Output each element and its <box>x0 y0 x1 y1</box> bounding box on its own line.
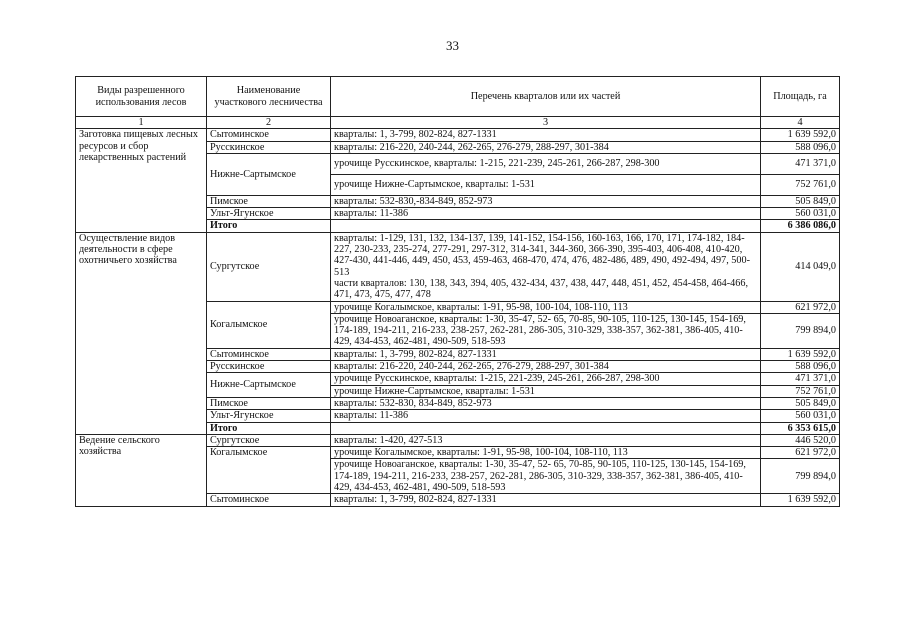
column-number: 3 <box>331 117 761 129</box>
area-cell: 621 972,0 <box>761 301 840 313</box>
column-number: 1 <box>76 117 207 129</box>
area-cell: 560 031,0 <box>761 208 840 220</box>
area-cell: 799 894,0 <box>761 313 840 348</box>
forestry-cell: Ульт-Ягунское <box>207 208 331 220</box>
table-row <box>76 232 840 301</box>
forestry-cell: Сытоминское <box>207 348 331 360</box>
header-row <box>76 77 840 117</box>
quarters-cell: кварталы: 1, 3-799, 802-824, 827-1331 <box>331 494 761 506</box>
total-label: Итого <box>207 220 331 232</box>
area-cell: 752 761,0 <box>761 174 840 195</box>
quarters-cell: кварталы: 11-386 <box>331 410 761 422</box>
quarters-cell: кварталы: 216-220, 240-244, 262-265, 276-279, 288-297, 301-384 <box>331 361 761 373</box>
column-number: 4 <box>761 117 840 129</box>
area-cell: 752 761,0 <box>761 385 840 397</box>
quarters-cell: урочище Нижне-Сартымское, кварталы: 1-531 <box>331 174 761 195</box>
area-cell: 588 096,0 <box>761 361 840 373</box>
quarters-cell: кварталы: 216-220, 240-244, 262-265, 276-279, 288-297, 301-384 <box>331 141 761 153</box>
header-use-type: Виды разрешенного использования лесов <box>76 77 207 117</box>
quarters-cell: кварталы: 1, 3-799, 802-824, 827-1331 <box>331 348 761 360</box>
area-cell: 560 031,0 <box>761 410 840 422</box>
forestry-cell: Сургутское <box>207 434 331 446</box>
area-cell: 621 972,0 <box>761 447 840 459</box>
column-number: 2 <box>207 117 331 129</box>
quarters-cell: кварталы: 11-386 <box>331 208 761 220</box>
quarters-cell: урочище Новоаганское, кварталы: 1-30, 35-47, 52- 65, 70-85, 90-105, 110-125, 130-145, 154-169, 174-189, 194-211, 216-233, 238-257, 262-281, 286-305, 310-329, 338-357, 362-381, 386-405, 410-429, 434-453, 462-481, 490-509, 518-593 <box>331 459 761 494</box>
use-type-cell: Заготовка пищевых лесных ресурсов и сбор лекарственных растений <box>76 129 207 232</box>
area-cell: 799 894,0 <box>761 459 840 494</box>
quarters-cell: урочище Новоаганское, кварталы: 1-30, 35-47, 52- 65, 70-85, 90-105, 110-125, 130-145, 154-169, 174-189, 194-211, 216-233, 238-257, 262-281, 286-305, 310-329, 338-357, 362-381, 386-405, 410-429, 434-453, 462-481, 490-509, 518-593 <box>331 313 761 348</box>
area-cell: 505 849,0 <box>761 195 840 207</box>
quarters-cell: кварталы: 1, 3-799, 802-824, 827-1331 <box>331 129 761 141</box>
quarters-cell: кварталы: 532-830, 834-849, 852-973 <box>331 397 761 409</box>
forestry-cell: Сытоминское <box>207 494 331 506</box>
quarters-text: кварталы: 1-129, 131, 132, 134-137, 139, 141-152, 154-156, 160-163, 166, 170, 171, 174-182, 184-227, 230-233, 235-274, 277-291, 297-312, 314-341, 344-360, 366-390, 395-403, 406-408, 410-420, 427-430, 441-446, 449, 450, 453, 459-463, 468-470, 474, 476, 482-486, 489, 490, 492-494, 497, 500-513 <box>334 232 750 278</box>
header-quarters: Перечень кварталов или их частей <box>331 77 761 117</box>
forestry-cell: Когалымское <box>207 447 331 494</box>
empty-cell <box>331 220 761 232</box>
area-cell: 1 639 592,0 <box>761 494 840 506</box>
use-type-cell: Ведение сельского хозяйства <box>76 434 207 506</box>
forestry-cell: Русскинское <box>207 361 331 373</box>
area-cell: 446 520,0 <box>761 434 840 446</box>
forestry-cell: Сургутское <box>207 232 331 301</box>
empty-cell <box>331 422 761 434</box>
use-type-cell: Осуществление видов деятельности в сфере охотничьего хозяйства <box>76 232 207 434</box>
quarters-cell: урочище Нижне-Сартымское, кварталы: 1-531 <box>331 385 761 397</box>
area-cell: 414 049,0 <box>761 232 840 301</box>
area-cell: 588 096,0 <box>761 141 840 153</box>
forestry-cell: Сытоминское <box>207 129 331 141</box>
quarters-cell: кварталы: 1-420, 427-513 <box>331 434 761 446</box>
quarters-cell: кварталы: 532-830,-834-849, 852-973 <box>331 195 761 207</box>
header-area: Площадь, га <box>761 77 840 117</box>
total-area: 6 386 086,0 <box>761 220 840 232</box>
page-number: 33 <box>446 38 459 53</box>
quarters-cell: урочище Русскинское, кварталы: 1-215, 221-239, 245-261, 266-287, 298-300 <box>331 373 761 385</box>
column-number-row <box>76 117 840 129</box>
forestry-cell: Ульт-Ягунское <box>207 410 331 422</box>
area-cell: 1 639 592,0 <box>761 129 840 141</box>
quarters-cell: урочище Русскинское, кварталы: 1-215, 221-239, 245-261, 266-287, 298-300 <box>331 153 761 174</box>
quarters-parts-text: части кварталов: 130, 138, 343, 394, 405, 432-434, 437, 438, 447, 448, 451, 452, 454-458, 464-466, 471, 473, 475, 477, 478 <box>334 277 749 301</box>
total-label: Итого <box>207 422 331 434</box>
forestry-cell: Когалымское <box>207 301 331 348</box>
table-row <box>76 434 840 446</box>
forestry-cell: Нижне-Сартымское <box>207 373 331 398</box>
area-cell: 471 371,0 <box>761 373 840 385</box>
area-cell: 505 849,0 <box>761 397 840 409</box>
table-row <box>76 129 840 141</box>
forestry-cell: Пимское <box>207 397 331 409</box>
quarters-cell <box>331 232 761 301</box>
quarters-cell: урочище Когалымское, кварталы: 1-91, 95-98, 100-104, 108-110, 113 <box>331 447 761 459</box>
forest-use-table <box>75 76 840 507</box>
forestry-cell: Русскинское <box>207 141 331 153</box>
forestry-cell: Пимское <box>207 195 331 207</box>
area-cell: 471 371,0 <box>761 153 840 174</box>
total-area: 6 353 615,0 <box>761 422 840 434</box>
quarters-cell: урочище Когалымское, кварталы: 1-91, 95-98, 100-104, 108-110, 113 <box>331 301 761 313</box>
header-forestry: Наименование участкового лесничества <box>207 77 331 117</box>
area-cell: 1 639 592,0 <box>761 348 840 360</box>
forestry-cell: Нижне-Сартымское <box>207 153 331 195</box>
